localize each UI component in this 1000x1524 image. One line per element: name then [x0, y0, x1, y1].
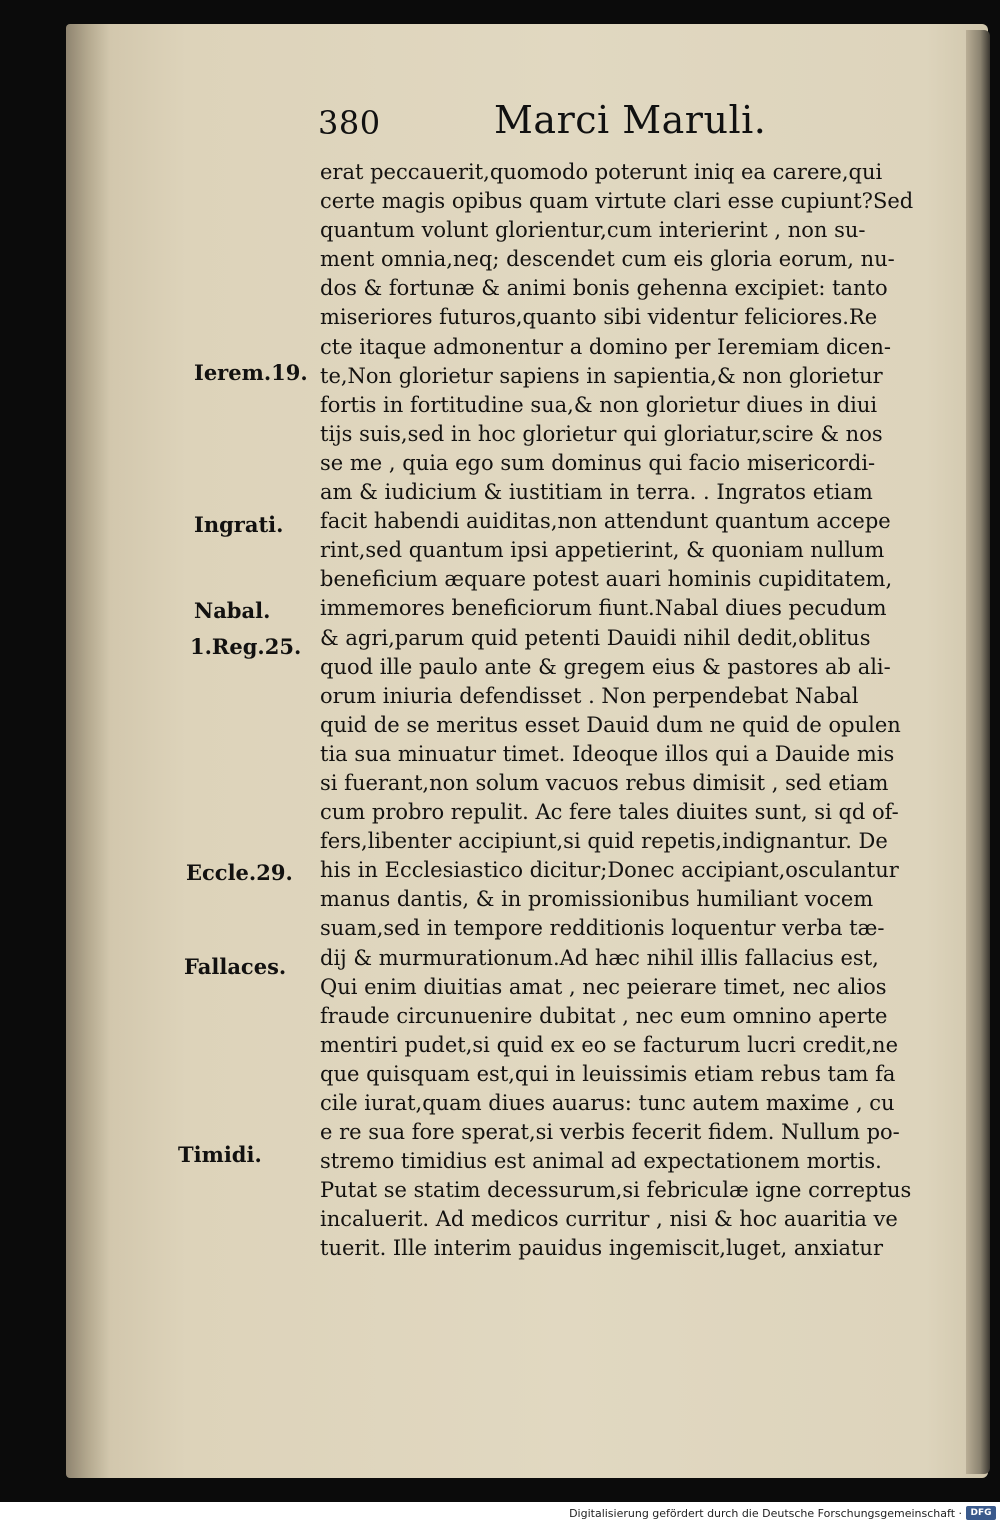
body-text [320, 158, 960, 1264]
marginal-note-nabal: Nabal. [194, 598, 271, 623]
marginal-note-ingrati: Ingrati. [194, 512, 284, 537]
footer [0, 1502, 1000, 1524]
marginal-note-reg: 1.Reg.25. [190, 634, 302, 659]
text-line: fers,libenter accipiunt,si quid repetis,indignantur. De [320, 829, 888, 854]
text-line: miseriores futuros,quanto sibi videntur feliciores.Re [320, 305, 878, 330]
text-line: cile iurat,quam diues auarus: tunc autem maxime , cu [320, 1091, 895, 1115]
text-line: se me , quia ego sum dominus qui facio misericordi- [320, 450, 876, 475]
dfg-logo: DFG [966, 1506, 996, 1520]
text-line: his in Ecclesiastico dicitur;Donec accipiant,osculantur [320, 858, 899, 883]
marginal-note-ierem: Ierem.19. [194, 360, 308, 385]
text-line: tuerit. Ille interim pauidus ingemiscit,luget, anxiatur [320, 1236, 883, 1261]
text-line: facit habendi auiditas,non attendunt quantum accepe [320, 509, 891, 534]
text-line: manus dantis, & in promissionibus humiliant vocem [320, 887, 874, 912]
text-line: quod ille paulo ante & gregem eius & pastores ab ali- [320, 654, 891, 679]
text-line: fortis in fortitudine sua,& non glorietur diues in diui [320, 392, 878, 417]
marginal-note-timidi: Timidi. [178, 1142, 262, 1167]
marginal-note-fallaces: Fallaces. [184, 954, 287, 979]
text-line: cum probro repulit. Ac fere tales diuites sunt, si qd of- [320, 800, 899, 825]
text-line: am & iudicium & iustitiam in terra. . Ingratos etiam [320, 480, 873, 505]
text-line: tijs suis,sed in hoc glorietur qui gloriatur,scire & nos [320, 421, 883, 446]
marginal-note-eccle: Eccle.29. [186, 860, 293, 885]
page-edge [966, 30, 990, 1474]
text-line: quid de se meritus esset Dauid dum ne quid de opulen [320, 712, 901, 737]
text-line: suam,sed in tempore redditionis loquentur verba tæ- [320, 916, 885, 941]
footer-credit: Digitalisierung gefördert durch die Deutsche Forschungsgemeinschaft · [569, 1507, 962, 1520]
text-line: cte itaque admonentur a domino per Ieremiam dicen- [320, 334, 891, 359]
text-line: orum iniuria defendisset . Non perpendebat Nabal [320, 683, 859, 708]
text-line: rint,sed quantum ipsi appetierint, & quoniam nullum [320, 538, 885, 563]
text-line: & agri,parum quid petenti Dauidi nihil dedit,oblitus [320, 625, 871, 650]
text-line: stremo timidius est animal ad expectationem mortis. [320, 1149, 882, 1174]
text-line: si fuerant,non solum vacuos rebus dimisit , sed etiam [320, 770, 889, 795]
text-line: beneficium æquare potest auari hominis cupiditatem, [320, 567, 893, 592]
text-line: incaluerit. Ad medicos curritur , nisi & hoc auaritia ve [320, 1207, 898, 1232]
text-line: tia sua minuatur timet. Ideoque illos qui a Dauide mis [320, 741, 895, 766]
text-line: dij & murmurationum.Ad hæc nihil illis fallacius est, [320, 945, 879, 970]
text-line: quantum volunt glorientur,cum interierint , non su- [320, 218, 866, 243]
text-line: fraude circunuenire dubitat , nec eum omnino aperte [320, 1003, 888, 1028]
page-number: 380 [318, 104, 381, 142]
text-line: certe magis opibus quam virtute clari esse cupiunt?Sed [320, 189, 914, 214]
text-line: dos & fortunæ & animi bonis gehenna excipiet: tanto [320, 276, 888, 301]
text-line: Putat se statim decessurum,si febriculæ igne correptus [320, 1178, 912, 1203]
text-line: erat peccauerit,quomodo poterunt iniq ea carere,qui [320, 160, 883, 184]
text-line: e re sua fore sperat,si verbis fecerit fidem. Nullum po- [320, 1120, 900, 1145]
text-line: te,Non glorietur sapiens in sapientia,& non glorietur [320, 363, 883, 388]
text-line: immemores beneficiorum fiunt.Nabal diues pecudum [320, 596, 887, 621]
text-line: que quisquam est,qui in leuissimis etiam rebus tam fa [320, 1061, 896, 1086]
text-line: Qui enim diuitias amat , nec peierare timet, nec alios [320, 974, 887, 999]
running-head: Marci Maruli. [494, 98, 767, 142]
text-line: mentiri pudet,si quid ex eo se facturum lucri credit,ne [320, 1032, 899, 1057]
text-line: ment omnia,neq; descendet cum eis gloria eorum, nu- [320, 247, 895, 272]
